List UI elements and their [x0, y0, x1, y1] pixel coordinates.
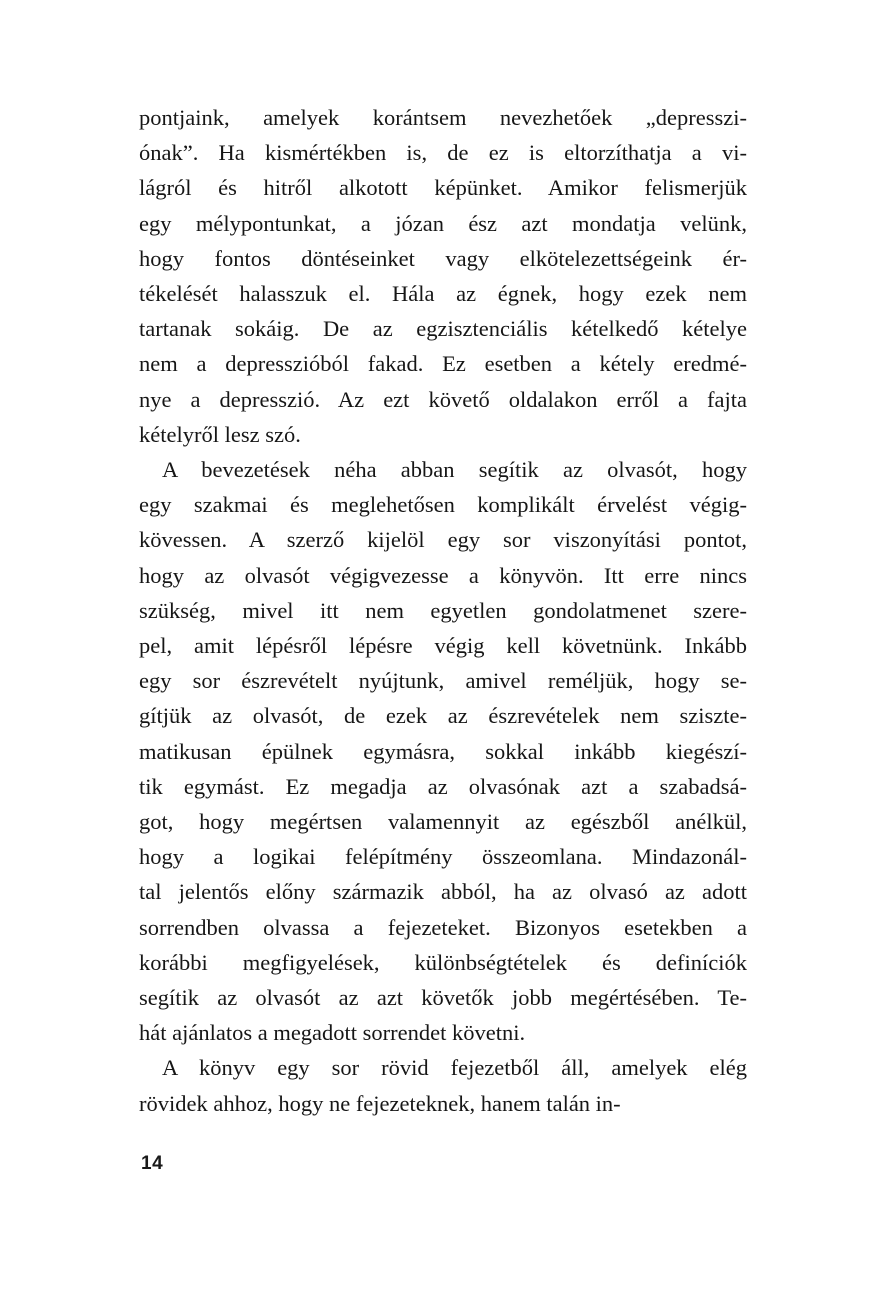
text-line: matikusan épülnek egymásra, sokkal inkább kiegészí- — [139, 738, 747, 764]
text-line: rövidek ahhoz, hogy ne fejezeteknek, hanem talán in- — [139, 1090, 621, 1116]
text-line: pontjaink, amelyek korántsem nevezhetőek „depresszi- — [139, 105, 747, 130]
text-line: lágról és hitről alkotott képünket. Amikor felismerjük — [139, 175, 747, 201]
text-line: tartanak sokáig. De az egzisztenciális kételkedő kételye — [139, 316, 747, 342]
text-line: nye a depresszió. Az ezt követő oldalakon erről a fajta — [139, 386, 747, 412]
text-line: tékelését halasszuk el. Hála az égnek, hogy ezek nem — [139, 281, 747, 307]
text-line: szükség, mivel itt nem egyetlen gondolatmenet szere- — [139, 597, 747, 623]
text-line: pel, amit lépésről lépésre végig kell követnünk. Inkább — [139, 633, 747, 659]
text-line: kételyről lesz szó. — [139, 421, 301, 447]
paragraph — [139, 1050, 747, 1120]
text-line: ónak”. Ha kismértékben is, de ez is eltorzíthatja a vi- — [139, 140, 747, 166]
text-line: korábbi megfigyelések, különbségtételek és definíciók — [139, 949, 747, 975]
text-line: A bevezetések néha abban segítik az olvasót, hogy — [162, 457, 747, 483]
paragraph — [139, 100, 747, 452]
text-line: hogy fontos döntéseinket vagy elkötelezettségeink ér- — [139, 245, 747, 271]
text-line: hogy az olvasót végigvezesse a könyvön. Itt erre nincs — [139, 562, 747, 588]
text-line: got, hogy megértsen valamennyit az egészből anélkül, — [139, 809, 747, 835]
text-line: kövessen. A szerző kijelöl egy sor viszonyítási pontot, — [139, 527, 747, 553]
body-text — [139, 100, 747, 1121]
text-line: gítjük az olvasót, de ezek az észrevételek nem sziszte- — [139, 703, 747, 729]
text-line: hogy a logikai felépítmény összeomlana. Mindazonál- — [139, 844, 747, 870]
text-line: sorrendben olvassa a fejezeteket. Bizonyos esetekben a — [139, 914, 747, 940]
text-line: egy szakmai és meglehetősen komplikált érvelést végig- — [139, 492, 747, 518]
paragraph — [139, 452, 747, 1050]
text-line: tik egymást. Ez megadja az olvasónak azt a szabadsá- — [139, 773, 747, 799]
text-line: nem a depresszióból fakad. Ez esetben a kétely eredmé- — [139, 351, 747, 377]
text-line: egy mélypontunkat, a józan ész azt mondatja velünk, — [139, 210, 747, 236]
text-line: hát ajánlatos a megadott sorrendet követni. — [139, 1020, 526, 1046]
text-line: tal jelentős előny származik abból, ha az olvasó az adott — [139, 879, 747, 905]
text-line: A könyv egy sor rövid fejezetből áll, amelyek elég — [162, 1055, 747, 1081]
text-line: segítik az olvasót az azt követők jobb megértésében. Te- — [139, 985, 747, 1011]
page-number: 14 — [141, 1153, 164, 1174]
text-line: egy sor észrevételt nyújtunk, amivel reméljük, hogy se- — [139, 668, 747, 694]
